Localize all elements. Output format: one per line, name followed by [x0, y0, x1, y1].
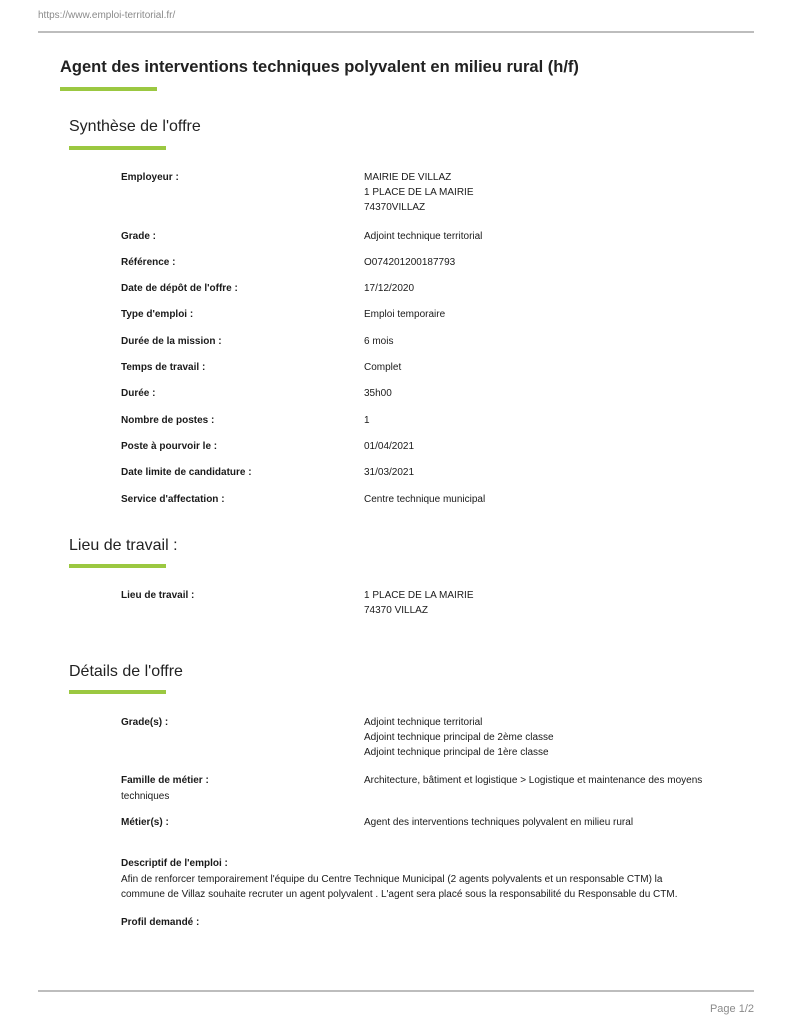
value-metiers: Agent des interventions techniques polyvalent en milieu rural — [364, 817, 634, 828]
value-employeur — [364, 170, 474, 215]
value-duree-mission: 6 mois — [364, 336, 394, 347]
section-underline-synthese — [69, 146, 166, 150]
label-date-depot: Date de dépôt de l'offre : — [121, 283, 238, 294]
section-title-details: Détails de l'offre — [69, 663, 183, 680]
value-lieu-travail — [364, 588, 474, 618]
descriptif-line: Afin de renforcer temporairement l'équipe du Centre Technique Municipal (2 agents polyvalents et un responsable CTM) la — [121, 874, 663, 885]
section-underline-details — [69, 690, 166, 694]
label-metiers: Métier(s) : — [121, 817, 169, 828]
value-date-limite: 31/03/2021 — [364, 467, 415, 478]
value-line: 74370VILLAZ — [364, 202, 426, 213]
value-grade: Adjoint technique territorial — [364, 231, 483, 242]
label-descriptif: Descriptif de l'emploi : — [121, 858, 228, 869]
label-lieu-travail: Lieu de travail : — [121, 590, 195, 601]
value-type-emploi: Emploi temporaire — [364, 309, 446, 320]
job-title: Agent des interventions techniques polyvalent en milieu rural (h/f) — [60, 58, 579, 76]
value-line: 74370 VILLAZ — [364, 605, 428, 616]
label-nombre-postes: Nombre de postes : — [121, 415, 215, 426]
label-reference: Référence : — [121, 257, 176, 268]
value-nombre-postes: 1 — [364, 415, 370, 426]
value-temps-travail: Complet — [364, 362, 402, 373]
label-type-emploi: Type d'emploi : — [121, 309, 194, 320]
value-service: Centre technique municipal — [364, 494, 486, 505]
page-url: https://www.emploi-territorial.fr/ — [38, 10, 176, 21]
label-employeur: Employeur : — [121, 172, 179, 183]
section-title-synthese: Synthèse de l'offre — [69, 118, 201, 135]
label-grades: Grade(s) : — [121, 717, 169, 728]
label-grade: Grade : — [121, 231, 157, 242]
value-reference: O074201200187793 — [364, 257, 456, 268]
value-line: Adjoint technique principal de 2ème classe — [364, 732, 554, 743]
value-date-depot: 17/12/2020 — [364, 283, 415, 294]
label-duree-mission: Durée de la mission : — [121, 336, 222, 347]
value-poste-pourvoir: 01/04/2021 — [364, 441, 415, 452]
section-underline-lieu — [69, 564, 166, 568]
top-divider — [38, 31, 754, 33]
label-poste-pourvoir: Poste à pourvoir le : — [121, 441, 218, 452]
section-title-lieu: Lieu de travail : — [69, 537, 178, 554]
value-line: Adjoint technique principal de 1ère classe — [364, 747, 549, 758]
value-grades — [364, 715, 554, 760]
value-line: 1 PLACE DE LA MAIRIE — [364, 590, 474, 601]
value-line: 1 PLACE DE LA MAIRIE — [364, 187, 474, 198]
value-duree: 35h00 — [364, 388, 392, 399]
value-line: MAIRIE DE VILLAZ — [364, 172, 452, 183]
value-line: Adjoint technique territorial — [364, 717, 483, 728]
label-profil: Profil demandé : — [121, 917, 200, 928]
job-title-underline — [60, 87, 157, 91]
value-famille-metier: Architecture, bâtiment et logistique > Logistique et maintenance des moyens — [364, 775, 703, 786]
label-temps-travail: Temps de travail : — [121, 362, 206, 373]
label-service: Service d'affectation : — [121, 494, 225, 505]
descriptif-line: commune de Villaz souhaite recruter un agent polyvalent . L'agent sera placé sous la responsabilité du Responsable du CTM. — [121, 889, 678, 900]
label-duree: Durée : — [121, 388, 156, 399]
value-famille-metier-continuation: techniques — [121, 791, 170, 802]
label-famille-metier: Famille de métier : — [121, 775, 209, 786]
label-date-limite: Date limite de candidature : — [121, 467, 252, 478]
page-number: Page 1/2 — [709, 1003, 754, 1015]
bottom-divider — [38, 990, 754, 992]
descriptif-text — [121, 872, 678, 902]
